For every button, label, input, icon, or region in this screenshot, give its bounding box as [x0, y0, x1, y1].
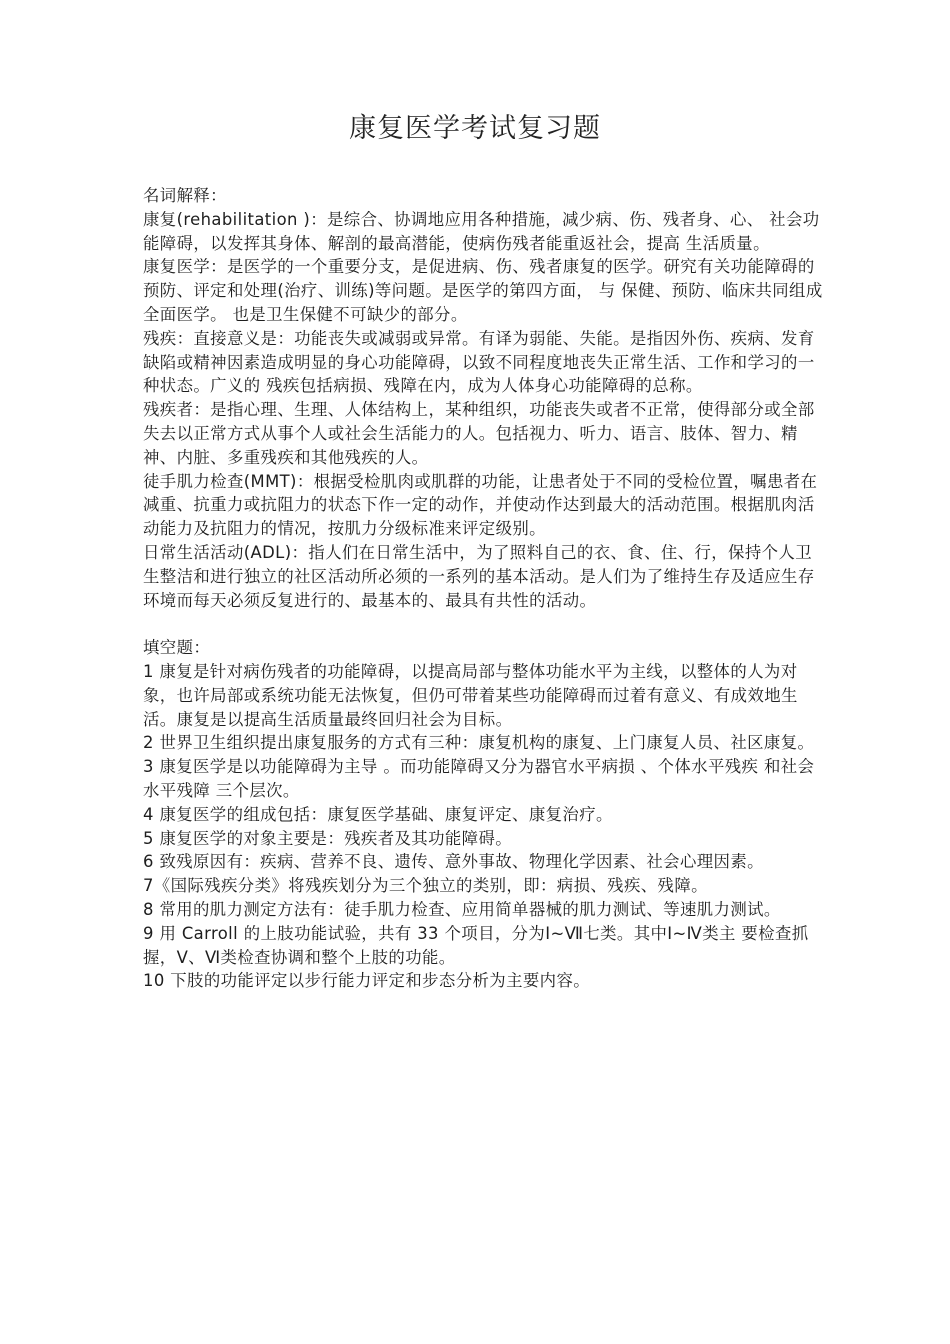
section-spacer: [143, 612, 828, 636]
paragraph-disabled-person: 残疾者：是指心理、生理、人体结构上，某种组织，功能丧失或者不正常，使得部分或全部失去以正常方式从事个人或社会生活能力的人。包括视力、听力、语言、肢体、智力、精神、内脏、多重残疾和其他残疾的人。: [143, 400, 815, 467]
paragraph-rehabilitation-medicine: 康复医学：是医学的一个重要分支，是促进病、伤、残者康复的医学。研究有关功能障碍的预防、评定和处理(治疗、训练)等问题。是医学的第四方面， 与 保健、预防、临床共同组成全面医学。 也是卫生保健不可缺少的部分。: [143, 257, 823, 324]
document-title: 康复医学考试复习题: [349, 113, 601, 144]
paragraph-rehabilitation: 康复(rehabilitation )：是综合、协调地应用各种措施，减少病、伤、残者身、心、 社会功能障碍，以发挥其身体、解剖的最高潜能，使病伤残者能重返社会，提高 生活质量。: [143, 209, 820, 253]
list-item: 2 世界卫生组织提出康复服务的方式有三种：康复机构的康复、上门康复人员、社区康复。: [143, 733, 815, 753]
list-item: 8 常用的肌力测定方法有：徒手肌力检查、应用简单器械的肌力测试、等速肌力测试。: [143, 899, 781, 919]
section-definitions: [143, 184, 828, 612]
section-heading: 填空题：: [143, 638, 211, 658]
paragraph-disability: 残疾：直接意义是：功能丧失或减弱或异常。有译为弱能、失能。是指因外伤、疾病、发育缺陷或精神因素造成明显的身心功能障碍，以致不同程度地丧失正常生活、工作和学习的一种状态。广义的 残疾包括病损、残障在内，成为人体身心功能障碍的总称。: [143, 328, 815, 396]
section-heading: 名词解释：: [143, 186, 227, 205]
section-fill-in-blanks: [143, 636, 828, 993]
paragraph-mmt: 徒手肌力检查(MMT)：根据受检肌肉或肌群的功能，让患者处于不同的受检位置，嘱患者在减重、抗重力或抗阻力的状态下作一定的动作，并使动作达到最大的活动范围。根据肌肉活动能力及抗阻力的情况，按肌力分级标准来评定级别。: [143, 471, 818, 539]
list-item: 3 康复医学是以功能障碍为主导 。而功能障碍又分为器官水平病损 、个体水平残疾 和社会水平残障 三个层次。: [143, 757, 815, 800]
list-item: 6 致残原因有：疾病、营养不良、遗传、意外事故、物理化学因素、社会心理因素。: [143, 852, 764, 872]
list-item: 1 康复是针对病伤残者的功能障碍，以提高局部与整体功能水平为主线，以整体的人为对象，也许局部或系统功能无法恢复，但仍可带着某些功能障碍而过着有意义、有成效地生活。康复是以提高生活质量最终回归社会为目标。: [143, 661, 798, 729]
list-item: 9 用 Carroll 的上肢功能试验，共有 33 个项目，分为Ⅰ~Ⅶ七类。其中Ⅰ~Ⅳ类主 要检查抓握，Ⅴ、Ⅵ类检查协调和整个上肢的功能。: [143, 923, 809, 967]
list-item: 10 下肢的功能评定以步行能力评定和步态分析为主要内容。: [143, 971, 591, 991]
paragraph-adl: 日常生活活动(ADL)：指人们在日常生活中，为了照料自己的衣、食、住、行，保持个人卫生整洁和进行独立的社区活动所必须的一系列的基本活动。是人们为了维持生存及适应生存环境而每天必须反复进行的、最基本的、最具有共性的活动。: [143, 542, 815, 610]
document-body: [143, 184, 828, 993]
list-item: 4 康复医学的组成包括：康复医学基础、康复评定、康复治疗。: [143, 804, 613, 824]
list-item: 7《国际残疾分类》将残疾划分为三个独立的类别，即：病损、残疾、残障。: [143, 876, 708, 896]
list-item: 5 康复医学的对象主要是：残疾者及其功能障碍。: [143, 828, 513, 848]
